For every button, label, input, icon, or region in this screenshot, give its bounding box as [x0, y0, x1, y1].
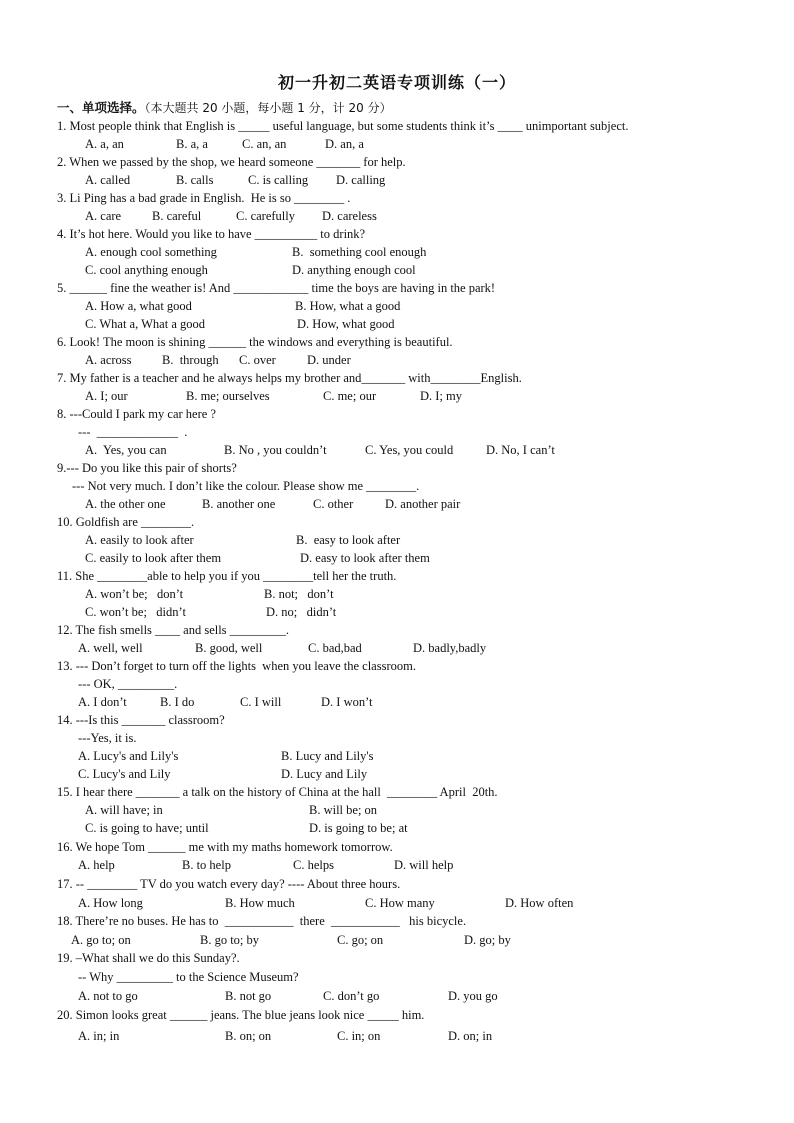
question-8-option-b: B. No , you couldn’t	[224, 443, 327, 457]
question-6-option-a: A. across	[85, 353, 132, 367]
question-14-answer-line: ---Yes, it is.	[78, 731, 137, 745]
question-4-option-d: D. anything enough cool	[292, 263, 416, 277]
question-20-option-b: B. on; on	[225, 1029, 272, 1043]
question-8-option-d: D. No, I can’t	[486, 443, 555, 457]
question-10-option-b: B. easy to look after	[296, 533, 401, 547]
question-20-option-c: C. in; on	[337, 1029, 381, 1043]
question-10-stem: 10. Goldfish are ________.	[57, 515, 195, 529]
question-4-option-a: A. enough cool something	[85, 245, 217, 259]
question-7-option-c: C. me; our	[323, 389, 377, 403]
page-title: 初一升初二英语专项训练（一）	[277, 73, 516, 92]
question-13-option-d: D. I won’t	[321, 695, 373, 709]
question-5-option-b: B. How, what a good	[295, 299, 401, 313]
question-15-option-d: D. is going to be; at	[309, 821, 408, 835]
section-heading-label: 一、单项选择。	[57, 100, 145, 115]
question-1-option-c: C. an, an	[242, 137, 287, 151]
question-13-option-c: C. I will	[240, 695, 282, 709]
question-13-answer-line: --- OK, _________.	[78, 677, 178, 691]
question-3-option-c: C. carefully	[236, 209, 296, 223]
question-18-option-a: A. go to; on	[71, 933, 131, 947]
question-15-stem: 15. I hear there _______ a talk on the history of China at the hall ________ April 20th.	[57, 785, 498, 799]
question-17-option-a: A. How long	[78, 896, 143, 910]
question-3-option-a: A. care	[85, 209, 122, 223]
question-17-option-c: C. How many	[365, 896, 435, 910]
question-11-option-a: A. won’t be; don’t	[85, 587, 184, 601]
question-10-option-a: A. easily to look after	[85, 533, 194, 547]
question-10-option-c: C. easily to look after them	[85, 551, 222, 565]
question-6-option-d: D. under	[307, 353, 351, 367]
question-11-option-d: D. no; didn’t	[266, 605, 337, 619]
question-9-stem: 9.--- Do you like this pair of shorts?	[57, 461, 237, 475]
question-13-option-a: A. I don’t	[78, 695, 127, 709]
question-8-stem: 8. ---Could I park my car here ?	[57, 407, 216, 421]
question-19-option-b: B. not go	[225, 989, 272, 1003]
question-13-option-b: B. I do	[160, 695, 195, 709]
question-10-option-d: D. easy to look after them	[300, 551, 430, 565]
question-18-stem: 18. There’re no buses. He has to ___________ there ___________ his bicycle.	[57, 914, 467, 928]
question-9-answer-line: --- Not very much. I don’t like the colour. Please show me ________.	[72, 479, 420, 493]
question-13-stem: 13. --- Don’t forget to turn off the lights when you leave the classroom.	[57, 659, 416, 673]
question-1-option-b: B. a, a	[176, 137, 208, 151]
question-15-option-b: B. will be; on	[309, 803, 378, 817]
question-16-option-b: B. to help	[182, 858, 231, 872]
question-15-option-c: C. is going to have; until	[85, 821, 209, 835]
question-2-option-a: A. called	[85, 173, 131, 187]
question-2-stem: 2. When we passed by the shop, we heard someone _______ for help.	[57, 155, 406, 169]
question-16-option-a: A. help	[78, 858, 115, 872]
question-7-option-b: B. me; ourselves	[186, 389, 270, 403]
question-20-option-d: D. on; in	[448, 1029, 493, 1043]
question-2-option-d: D. calling	[336, 173, 386, 187]
question-1-stem: 1. Most people think that English is _____ useful language, but some students think it’s ____ unimportant subject.	[57, 119, 629, 133]
question-19-option-a: A. not to go	[78, 989, 138, 1003]
question-11-option-b: B. not; don’t	[264, 587, 334, 601]
question-4-option-b: B. something cool enough	[292, 245, 427, 259]
question-19-option-d: D. you go	[448, 989, 498, 1003]
question-8-option-c: C. Yes, you could	[365, 443, 454, 457]
question-9-option-c: C. other	[313, 497, 354, 511]
question-9-option-d: D. another pair	[385, 497, 461, 511]
question-12-option-c: C. bad,bad	[308, 641, 362, 655]
question-14-option-a: A. Lucy's and Lily's	[78, 749, 179, 763]
question-3-option-d: D. careless	[322, 209, 377, 223]
question-1-option-a: A. a, an	[85, 137, 124, 151]
question-3-option-b: B. careful	[152, 209, 202, 223]
question-6-option-c: C. over	[239, 353, 276, 367]
question-11-stem: 11. She ________able to help you if you ________tell her the truth.	[57, 569, 397, 583]
question-5-option-a: A. How a, what good	[85, 299, 192, 313]
question-8-answer-line: --- _____________ .	[78, 425, 188, 439]
question-14-option-d: D. Lucy and Lily	[281, 767, 368, 781]
question-20-stem: 20. Simon looks great ______ jeans. The blue jeans look nice _____ him.	[57, 1008, 425, 1022]
question-7-option-d: D. I; my	[420, 389, 463, 403]
question-7-option-a: A. I; our	[85, 389, 128, 403]
question-16-option-d: D. will help	[394, 858, 454, 872]
section-note: （本大题共 20 小题，每小题 1 分，计 20 分）	[144, 101, 392, 115]
question-14-stem: 14. ---Is this _______ classroom?	[57, 713, 225, 727]
question-5-stem: 5. ______ fine the weather is! And ____________ time the boys are having in the park!	[57, 281, 496, 295]
question-17-stem: 17. -- ________ TV do you watch every day? ---- About three hours.	[57, 877, 401, 891]
question-19-stem: 19. –What shall we do this Sunday?.	[57, 951, 240, 965]
question-9-option-b: B. another one	[202, 497, 276, 511]
question-14-option-b: B. Lucy and Lily's	[281, 749, 374, 763]
question-12-option-d: D. badly,badly	[413, 641, 487, 655]
question-9-option-a: A. the other one	[85, 497, 166, 511]
question-3-stem: 3. Li Ping has a bad grade in English. He is so ________ .	[57, 191, 351, 205]
question-12-option-a: A. well, well	[78, 641, 143, 655]
question-16-stem: 16. We hope Tom ______ me with my maths homework tomorrow.	[57, 840, 393, 854]
question-18-option-b: B. go to; by	[200, 933, 260, 947]
question-19-answer-line: -- Why _________ to the Science Museum?	[78, 970, 299, 984]
question-4-option-c: C. cool anything enough	[85, 263, 208, 277]
question-5-option-d: D. How, what good	[297, 317, 395, 331]
question-1-option-d: D. an, a	[325, 137, 364, 151]
question-2-option-c: C. is calling	[248, 173, 309, 187]
question-18-option-c: C. go; on	[337, 933, 384, 947]
question-19-option-c: C. don’t go	[323, 989, 380, 1003]
question-11-option-c: C. won’t be; didn’t	[85, 605, 186, 619]
question-14-option-c: C. Lucy's and Lily	[78, 767, 171, 781]
question-12-option-b: B. good, well	[195, 641, 263, 655]
question-20-option-a: A. in; in	[78, 1029, 120, 1043]
question-6-option-b: B. through	[162, 353, 219, 367]
question-17-option-d: D. How often	[505, 896, 574, 910]
question-2-option-b: B. calls	[176, 173, 214, 187]
question-5-option-c: C. What a, What a good	[85, 317, 205, 331]
question-12-stem: 12. The fish smells ____ and sells _________.	[57, 623, 290, 637]
question-8-option-a: A. Yes, you can	[85, 443, 167, 457]
question-4-stem: 4. It’s hot here. Would you like to have __________ to drink?	[57, 227, 366, 241]
question-16-option-c: C. helps	[293, 858, 334, 872]
question-18-option-d: D. go; by	[464, 933, 511, 947]
question-17-option-b: B. How much	[225, 896, 295, 910]
question-6-stem: 6. Look! The moon is shining ______ the windows and everything is beautiful.	[57, 335, 453, 349]
question-15-option-a: A. will have; in	[85, 803, 163, 817]
question-7-stem: 7. My father is a teacher and he always helps my brother and_______ with________English.	[57, 371, 522, 385]
section-heading	[57, 98, 392, 116]
